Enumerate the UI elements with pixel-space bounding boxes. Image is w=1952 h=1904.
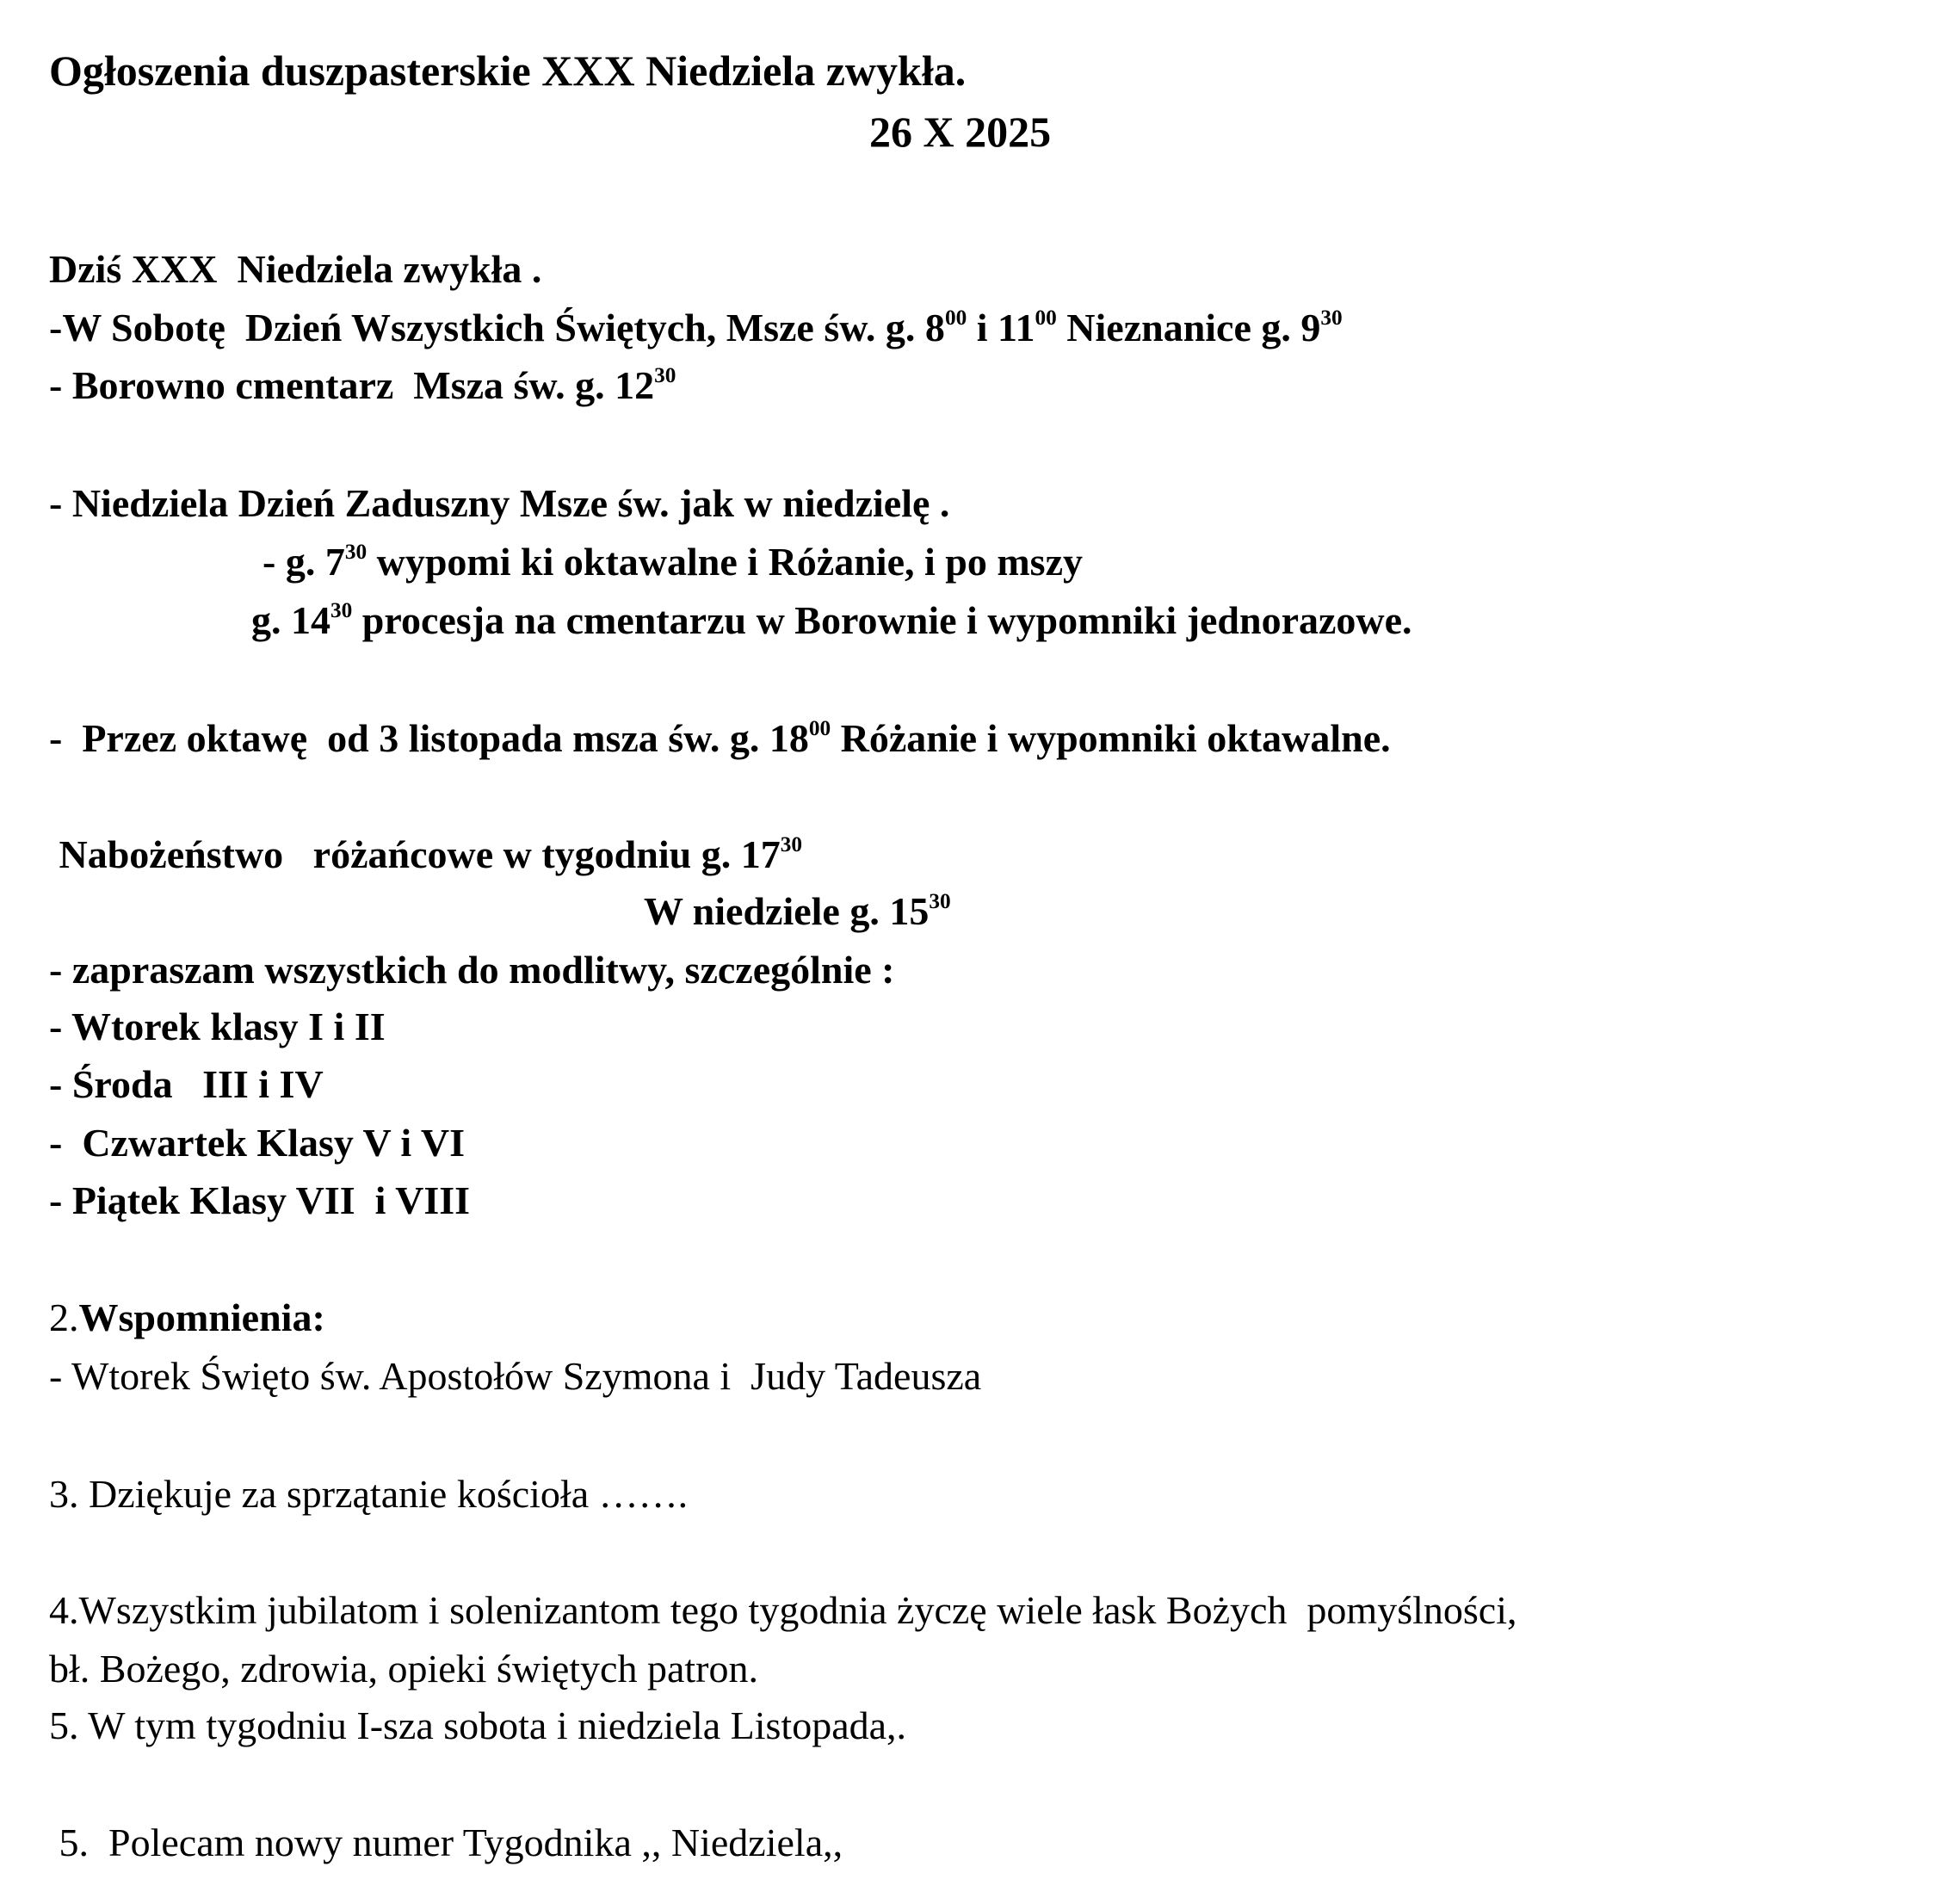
prayer-invitation-line: - zapraszam wszystkich do modlitwy, szczególnie : — [49, 948, 895, 992]
all-souls-morning-text-b: wypomi ki oktawalne i Różanie, i po mszy — [367, 540, 1083, 584]
rosary-day-item: - Środa III i IV — [49, 1062, 324, 1106]
document-title: Ogłoszenia duszpasterskie XXX Niedziela zwykła. — [49, 46, 967, 95]
all-souls-morning-line — [263, 542, 1083, 582]
cemetery-mass-line — [49, 363, 676, 407]
rosary-weekday-line — [49, 832, 802, 876]
time-superscript: 30 — [344, 540, 368, 565]
saturday-text-b: i 11 — [967, 306, 1035, 349]
rosary-day-item: - Piątek Klasy VII i VIII — [49, 1178, 471, 1222]
all-souls-procession-line — [251, 598, 1412, 642]
rosary-day-item: - Czwartek Klasy V i VI — [49, 1121, 465, 1165]
section-heading: Wspomnienia: — [78, 1295, 325, 1339]
first-saturday-line: 5. W tym tygodniu I-sza sobota i niedziela Listopada,. — [49, 1703, 907, 1747]
time-superscript: 30 — [780, 832, 802, 857]
rosary-weekday-text: Nabożeństwo różańcowe w tygodniu g. 17 — [49, 832, 781, 876]
remembrance-heading — [49, 1295, 325, 1339]
procession-text-a: g. 14 — [251, 598, 330, 642]
document-date: 26 X 2025 — [869, 108, 1052, 156]
time-superscript: 00 — [1035, 306, 1057, 331]
all-souls-line: - Niedziela Dzień Zaduszny Msze św. jak w niedzielę . — [49, 481, 950, 525]
time-superscript: 30 — [929, 889, 951, 914]
octave-line — [49, 716, 1391, 760]
intro-line: Dziś XXX Niedziela zwykła . — [49, 247, 542, 291]
octave-text-b: Różanie i wypomniki oktawalne. — [831, 716, 1391, 760]
time-superscript: 30 — [1320, 306, 1343, 331]
octave-text-a: - Przez oktawę od 3 listopada msza św. g. 18 — [49, 716, 809, 760]
rosary-sunday-line — [644, 889, 951, 933]
cemetery-text: - Borowno cmentarz Msza św. g. 12 — [49, 363, 655, 407]
rosary-sunday-text: W niedziele g. 15 — [644, 889, 930, 933]
remembrance-item: - Wtorek Święto św. Apostołów Szymona i Judy Tadeusza — [49, 1354, 982, 1398]
saturday-text-a: -W Sobotę Dzień Wszystkich Świętych, Msze św. g. 8 — [49, 306, 945, 349]
time-superscript: 00 — [944, 306, 967, 331]
procession-text-b: procesja na cmentarzu w Borownie i wypomniki jednorazowe. — [352, 598, 1412, 642]
wishes-line-1: 4.Wszystkim jubilatom i solenizantom tego tygodnia życzę wiele łask Bożych pomyślności, — [49, 1588, 1517, 1632]
time-superscript: 30 — [330, 598, 353, 623]
all-souls-morning-text-a: - g. 7 — [263, 540, 345, 584]
rosary-day-item: - Wtorek klasy I i II — [49, 1005, 386, 1048]
wishes-line-2: bł. Bożego, zdrowia, opieki świętych patron. — [49, 1647, 758, 1691]
section-number: 2. — [49, 1295, 79, 1339]
saturday-masses-line — [49, 308, 1343, 348]
magazine-recommendation-line: 5. Polecam nowy numer Tygodnika ,, Niedziela,, — [49, 1821, 843, 1864]
time-superscript: 00 — [808, 716, 831, 741]
saturday-text-c: Nieznanice g. 9 — [1056, 306, 1321, 349]
time-superscript: 30 — [654, 363, 676, 388]
thanks-line: 3. Dziękuje za sprzątanie kościoła ……. — [49, 1472, 689, 1516]
